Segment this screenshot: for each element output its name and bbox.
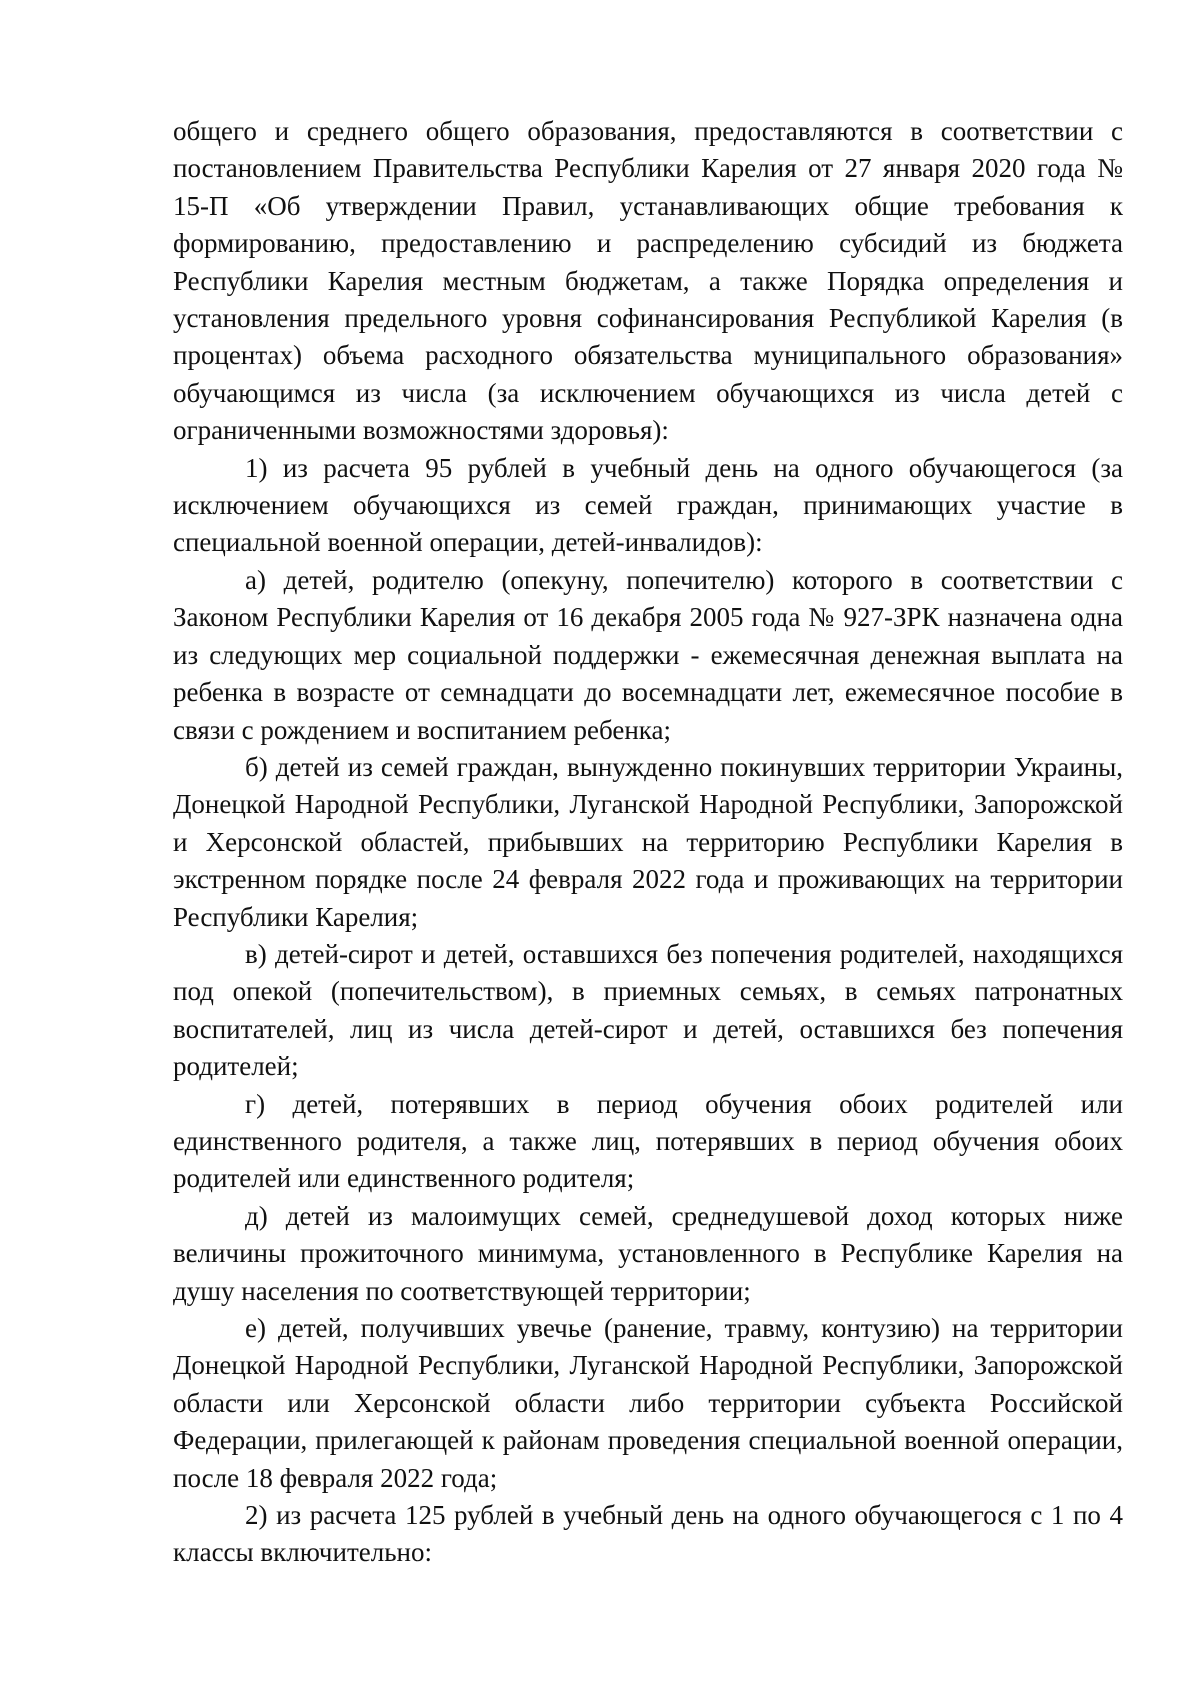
paragraph-intro: общего и среднего общего образования, предоставляются в соответствии с постановлением Правительства Республики Карелия от 27 января 2020 года № 15-П «Об утверждении Правил, устанавливающих общие требования к формированию, предоставлению и распределению субсидий из бюджета Республики Карелия местным бюджетам, а также Порядка определения и установления предельного уровня софинансирования Республикой Карелия (в процентах) объема расходного обязательства муниципального образования» обучающимся из числа (за исключением обучающихся из числа детей с ограниченными возможностями здоровья): <box>173 116 1123 446</box>
paragraph-item-b: б) детей из семей граждан, вынужденно покинувших территории Украины, Донецкой Народной Республики, Луганской Народной Республики, Запорожской и Херсонской областей, прибывших на территорию Республики Карелия в экстренном порядке после 24 февраля 2022 года и проживающих на территории Республики Карелия; <box>173 751 1123 932</box>
paragraph-item-2: 2) из расчета 125 рублей в учебный день на одного обучающегося с 1 по 4 классы включительно: <box>173 1500 1123 1568</box>
paragraph-item-g: г) детей, потерявших в период обучения обоих родителей или единственного родителя, а также лиц, потерявших в период обучения обоих родителей или единственного родителя; <box>173 1088 1123 1194</box>
document-body <box>173 113 1123 1572</box>
paragraph-item-d: д) детей из малоимущих семей, среднедушевой доход которых ниже величины прожиточного минимума, установленного в Республике Карелия на душу населения по соответствующей территории; <box>173 1200 1123 1306</box>
paragraph-item-a: а) детей, родителю (опекуну, попечителю) которого в соответствии с Законом Республики Карелия от 16 декабря 2005 года № 927-ЗРК назначена одна из следующих мер социальной поддержки - ежемесячная денежная выплата на ребенка в возрасте от семнадцати до восемнадцати лет, ежемесячное пособие в связи с рождением и воспитанием ребенка; <box>173 564 1123 745</box>
paragraph-item-v: в) детей-сирот и детей, оставшихся без попечения родителей, находящихся под опекой (попечительством), в приемных семьях, в семьях патронатных воспитателей, лиц из числа детей-сирот и детей, оставшихся без попечения родителей; <box>173 938 1123 1082</box>
paragraph-item-1: 1) из расчета 95 рублей в учебный день на одного обучающегося (за исключением обучающихся из семей граждан, принимающих участие в специальной военной операции, детей-инвалидов): <box>173 452 1123 558</box>
paragraph-item-e: е) детей, получивших увечье (ранение, травму, контузию) на территории Донецкой Народной Республики, Луганской Народной Республики, Запорожской области или Херсонской области либо территории субъекта Российской Федерации, прилегающей к районам проведения специальной военной операции, после 18 февраля 2022 года; <box>173 1313 1123 1493</box>
